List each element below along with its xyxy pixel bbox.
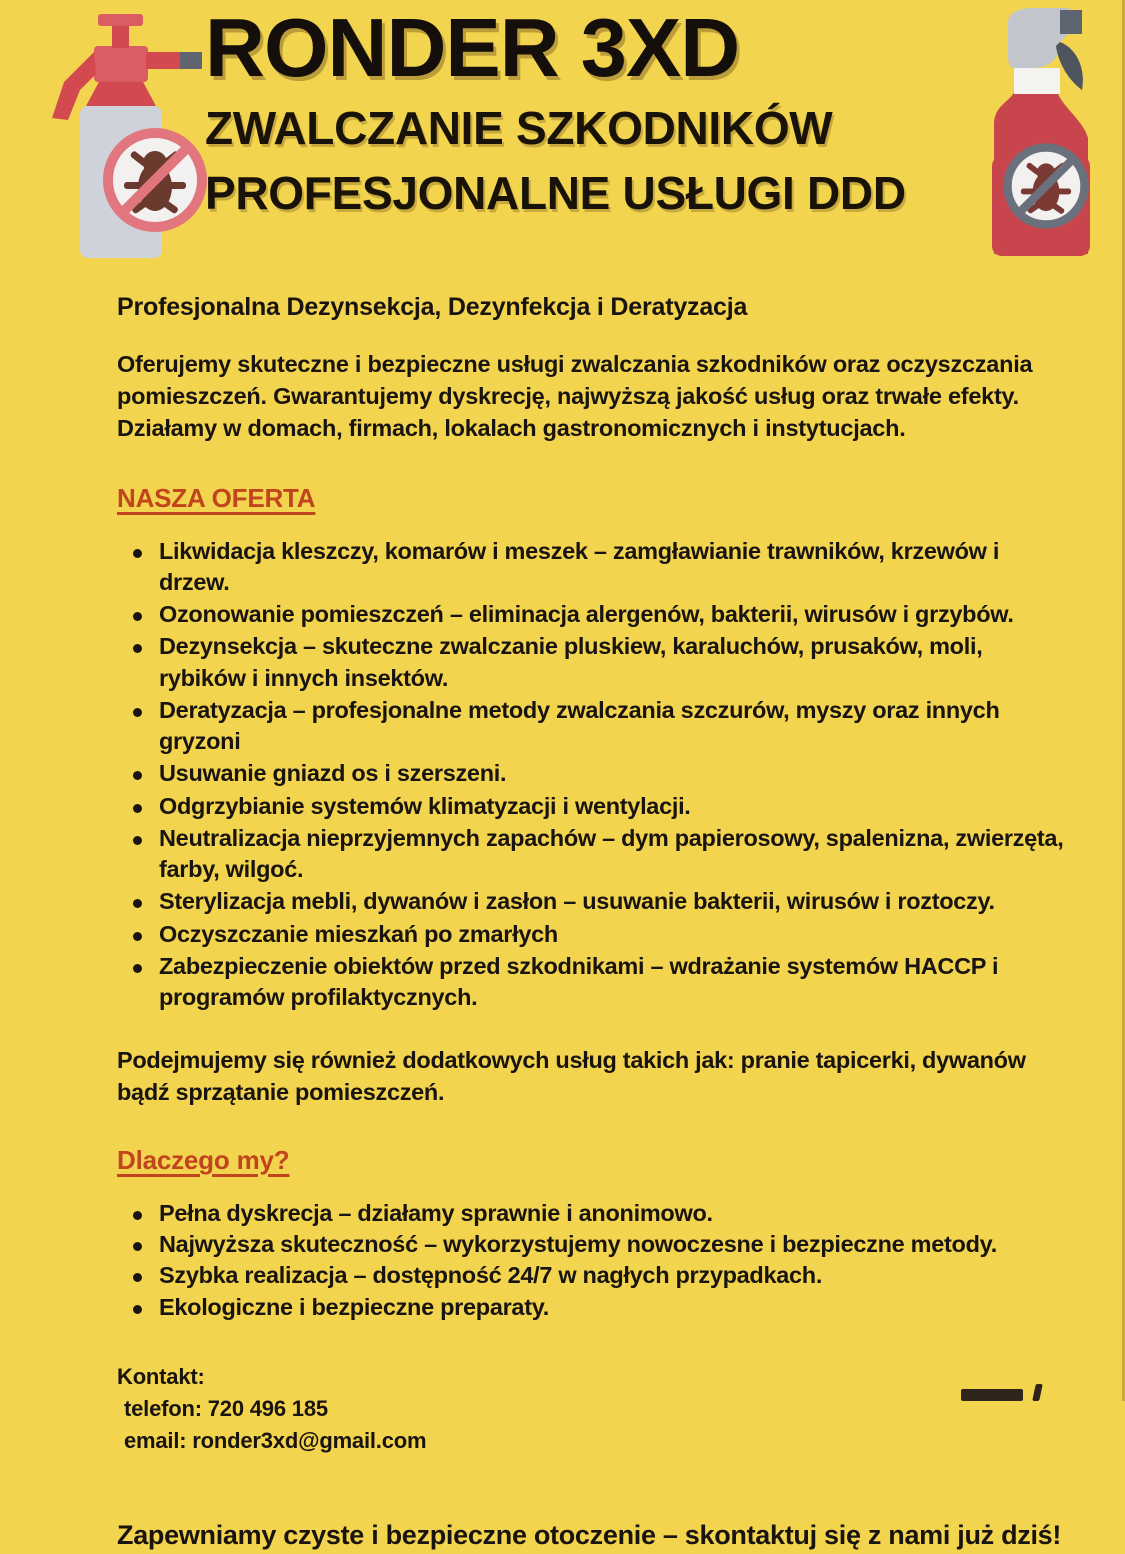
no-bug-sign-right-icon xyxy=(1000,140,1092,232)
list-item: Oczyszczanie mieszkań po zmarłych xyxy=(117,919,1075,950)
subtitle-line-2: PROFESJONALNE USŁUGI DDD xyxy=(205,166,906,219)
list-item: Likwidacja kleszczy, komarów i meszek – zamgławianie trawników, krzewów i drzew. xyxy=(117,536,1075,599)
page-title: RONDER 3XD xyxy=(205,1,740,94)
list-item: Dezynsekcja – skuteczne zwalczanie pluskiew, karaluchów, prusaków, moli, rybików i innych insektów. xyxy=(117,631,1075,694)
lead-title: Profesjonalna Dezynsekcja, Dezynfekcja i Deratyzacja xyxy=(117,293,748,321)
cropped-graphic-bar xyxy=(961,1389,1023,1401)
no-bug-sign-left-icon xyxy=(100,125,210,235)
list-item: Deratyzacja – profesjonalne metody zwalczania szczurów, myszy oraz innych gryzoni xyxy=(117,695,1075,758)
intro-paragraph: Oferujemy skuteczne i bezpieczne usługi zwalczania szkodników oraz oczyszczania pomieszczeń. Gwarantujemy dyskrecję, najwyższą jakość usług oraz trwałe efekty. Działamy w domach, firmach, lokalach gastronomicznych i instytucjach. xyxy=(117,351,1033,442)
list-item: Zabezpieczenie obiektów przed szkodnikami – wdrażanie systemów HACCP i programów profilaktycznych. xyxy=(117,951,1075,1014)
flyer-header xyxy=(0,0,1122,258)
offer-list xyxy=(117,536,1075,1014)
why-section-heading: Dlaczego my? xyxy=(117,1144,290,1175)
contact-label: Kontakt: xyxy=(117,1363,205,1389)
list-item: Odgrzybianie systemów klimatyzacji i wentylacji. xyxy=(117,791,1075,822)
subtitle-line-1: ZWALCZANIE SZKODNIKÓW xyxy=(205,101,833,154)
list-item: Najwyższa skuteczność – wykorzystujemy nowoczesne i bezpieczne metody. xyxy=(117,1229,1075,1260)
list-item: Pełna dyskrecja – działamy sprawnie i anonimowo. xyxy=(117,1198,1075,1229)
list-item: Sterylizacja mebli, dywanów i zasłon – usuwanie bakterii, wirusów i roztoczy. xyxy=(117,886,1075,917)
flyer-body xyxy=(0,258,1125,1554)
extra-services-paragraph: Podejmujemy się również dodatkowych usług takich jak: pranie tapicerki, dywanów bądź sprzątanie pomieszczeń. xyxy=(117,1047,1026,1106)
list-item: Ozonowanie pomieszczeń – eliminacja alergenów, bakterii, wirusów i grzybów. xyxy=(117,599,1075,630)
contact-email[interactable]: email: ronder3xd@gmail.com xyxy=(124,1427,427,1453)
list-item: Szybka realizacja – dostępność 24/7 w nagłych przypadkach. xyxy=(117,1260,1075,1291)
offer-section-heading: NASZA OFERTA xyxy=(117,482,316,513)
contact-block xyxy=(117,1361,1075,1457)
list-item: Neutralizacja nieprzyjemnych zapachów – dym papierosowy, spalenizna, zwierzęta, farby, wilgoć. xyxy=(117,823,1075,886)
list-item: Ekologiczne i bezpieczne preparaty. xyxy=(117,1292,1075,1323)
list-item: Usuwanie gniazd os i szerszeni. xyxy=(117,758,1075,789)
closing-call-to-action: Zapewniamy czyste i bezpieczne otoczenie – skontaktuj się z nami już dziś! xyxy=(117,1520,1062,1551)
why-list xyxy=(117,1198,1075,1323)
header-text-block xyxy=(205,2,965,224)
contact-phone[interactable]: telefon: 720 496 185 xyxy=(124,1395,328,1421)
